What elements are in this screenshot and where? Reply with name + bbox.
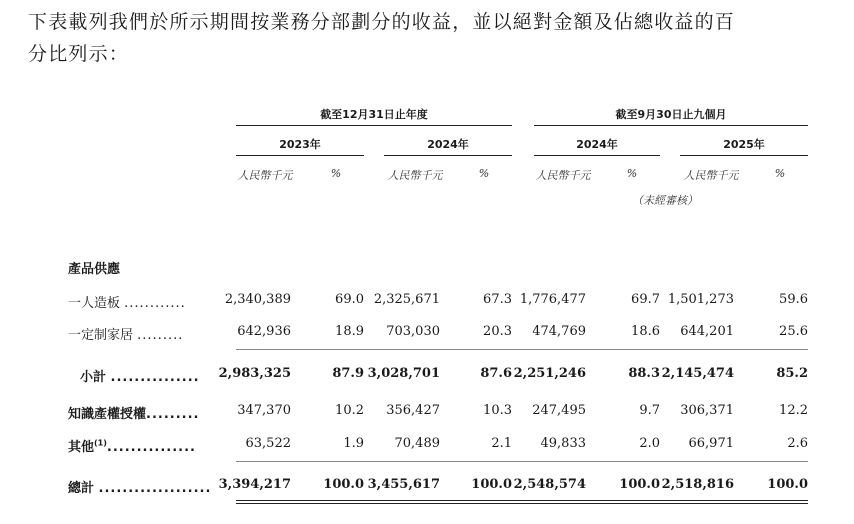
row-label-subtotal: 小計 ............... bbox=[80, 370, 200, 385]
unit-pct-2024: % bbox=[478, 167, 490, 180]
period-nine-rule bbox=[534, 125, 808, 126]
table-cell: 2,251,246 bbox=[513, 366, 586, 381]
table-cell: 100.0 bbox=[323, 477, 364, 492]
table-cell: 2,983,325 bbox=[218, 366, 291, 381]
table-cell: 10.3 bbox=[483, 403, 512, 418]
table-cell: 642,936 bbox=[237, 324, 291, 339]
table-cell: 70,489 bbox=[394, 436, 440, 451]
row-label-others: 其他$^{(1)}$............... bbox=[68, 438, 196, 455]
table-cell: 20.3 bbox=[483, 324, 512, 339]
table-cell: 9.7 bbox=[639, 403, 660, 418]
table-cell: 2.1 bbox=[491, 436, 512, 451]
year-rule-2024 bbox=[384, 155, 512, 156]
unit-pct-2024-nine: % bbox=[626, 167, 638, 180]
total-double-underline bbox=[236, 503, 808, 504]
table-cell: 2,518,816 bbox=[661, 477, 734, 492]
table-cell: 2,340,389 bbox=[224, 292, 291, 307]
intro-paragraph bbox=[28, 6, 828, 70]
table-cell: 3,394,217 bbox=[218, 477, 291, 492]
total-rule bbox=[236, 461, 808, 462]
total-underline bbox=[236, 500, 808, 501]
period-year-header: 截至12月31日止年度 bbox=[320, 108, 428, 121]
table-cell: 63,522 bbox=[245, 436, 291, 451]
table-cell: 49,833 bbox=[540, 436, 586, 451]
table-cell: 12.2 bbox=[779, 403, 808, 418]
table-cell: 2,325,671 bbox=[373, 292, 440, 307]
table-cell: 1.9 bbox=[343, 436, 364, 451]
row-label-total: 總計 ................... bbox=[68, 481, 212, 496]
period-year-rule bbox=[236, 125, 512, 126]
table-cell: 100.0 bbox=[619, 477, 660, 492]
table-cell: 644,201 bbox=[680, 324, 734, 339]
table-cell: 2,548,574 bbox=[513, 477, 586, 492]
row-label-custom-furniture: 一定制家居 ......... bbox=[68, 328, 184, 343]
table-cell: 356,427 bbox=[386, 403, 440, 418]
table-cell: 2.6 bbox=[787, 436, 808, 451]
table-cell: 85.2 bbox=[776, 366, 808, 381]
table-cell: 67.3 bbox=[483, 292, 512, 307]
table-cell: 3,028,701 bbox=[367, 366, 440, 381]
row-label-ip-licensing: 知識產權授權......... bbox=[68, 407, 200, 422]
table-cell: 247,495 bbox=[532, 403, 586, 418]
table-cell: 59.6 bbox=[779, 292, 808, 307]
section-product-supply: 產品供應 bbox=[68, 262, 121, 277]
table-cell: 88.3 bbox=[628, 366, 660, 381]
table-cell: 69.0 bbox=[335, 292, 364, 307]
table-cell: 2,145,474 bbox=[661, 366, 734, 381]
table-cell: 25.6 bbox=[779, 324, 808, 339]
period-nine-header: 截至9月30日止九個月 bbox=[615, 108, 727, 121]
table-cell: 347,370 bbox=[237, 403, 291, 418]
year-header-2024: 2024年 bbox=[427, 138, 469, 151]
table-cell: 474,769 bbox=[532, 324, 586, 339]
table-cell: 1,501,273 bbox=[667, 292, 734, 307]
table-cell: 703,030 bbox=[386, 324, 440, 339]
year-header-2023: 2023年 bbox=[279, 138, 321, 151]
table-cell: 3,455,617 bbox=[367, 477, 440, 492]
row-label-wood-panel: 一人造板 ............ bbox=[68, 296, 186, 311]
table-cell: 100.0 bbox=[767, 477, 808, 492]
table-cell: 18.9 bbox=[335, 324, 364, 339]
year-rule-2025 bbox=[680, 155, 808, 156]
table-cell: 2.0 bbox=[639, 436, 660, 451]
unit-rmb-2024: 人民幣千元 bbox=[387, 169, 443, 182]
year-rule-2024-nine bbox=[534, 155, 660, 156]
unit-rmb-2023: 人民幣千元 bbox=[237, 169, 293, 182]
intro-line-1: 下表載列我們於所示期間按業務分部劃分的收益，並以絕對金額及佔總收益的百 bbox=[28, 11, 736, 33]
table-cell: 87.9 bbox=[332, 366, 364, 381]
table-cell: 66,971 bbox=[688, 436, 734, 451]
unit-rmb-2024-nine: 人民幣千元 bbox=[535, 169, 591, 182]
unaudited-note: （未經審核） bbox=[632, 194, 698, 207]
table-cell: 69.7 bbox=[631, 292, 660, 307]
table-cell: 18.6 bbox=[631, 324, 660, 339]
unit-rmb-2025: 人民幣千元 bbox=[683, 169, 739, 182]
table-cell: 1,776,477 bbox=[519, 292, 586, 307]
table-cell: 87.6 bbox=[480, 366, 512, 381]
table-cell: 100.0 bbox=[471, 477, 512, 492]
year-rule-2023 bbox=[236, 155, 364, 156]
table-cell: 10.2 bbox=[335, 403, 364, 418]
subtotal-rule bbox=[236, 349, 808, 350]
table-cell: 306,371 bbox=[680, 403, 734, 418]
unit-pct-2023: % bbox=[330, 167, 342, 180]
footnote-marker: (1) bbox=[94, 438, 107, 448]
unit-pct-2025: % bbox=[774, 167, 786, 180]
year-header-2024-nine: 2024年 bbox=[576, 138, 618, 151]
year-header-2025: 2025年 bbox=[723, 138, 765, 151]
intro-line-2: 分比列示： bbox=[28, 43, 130, 65]
